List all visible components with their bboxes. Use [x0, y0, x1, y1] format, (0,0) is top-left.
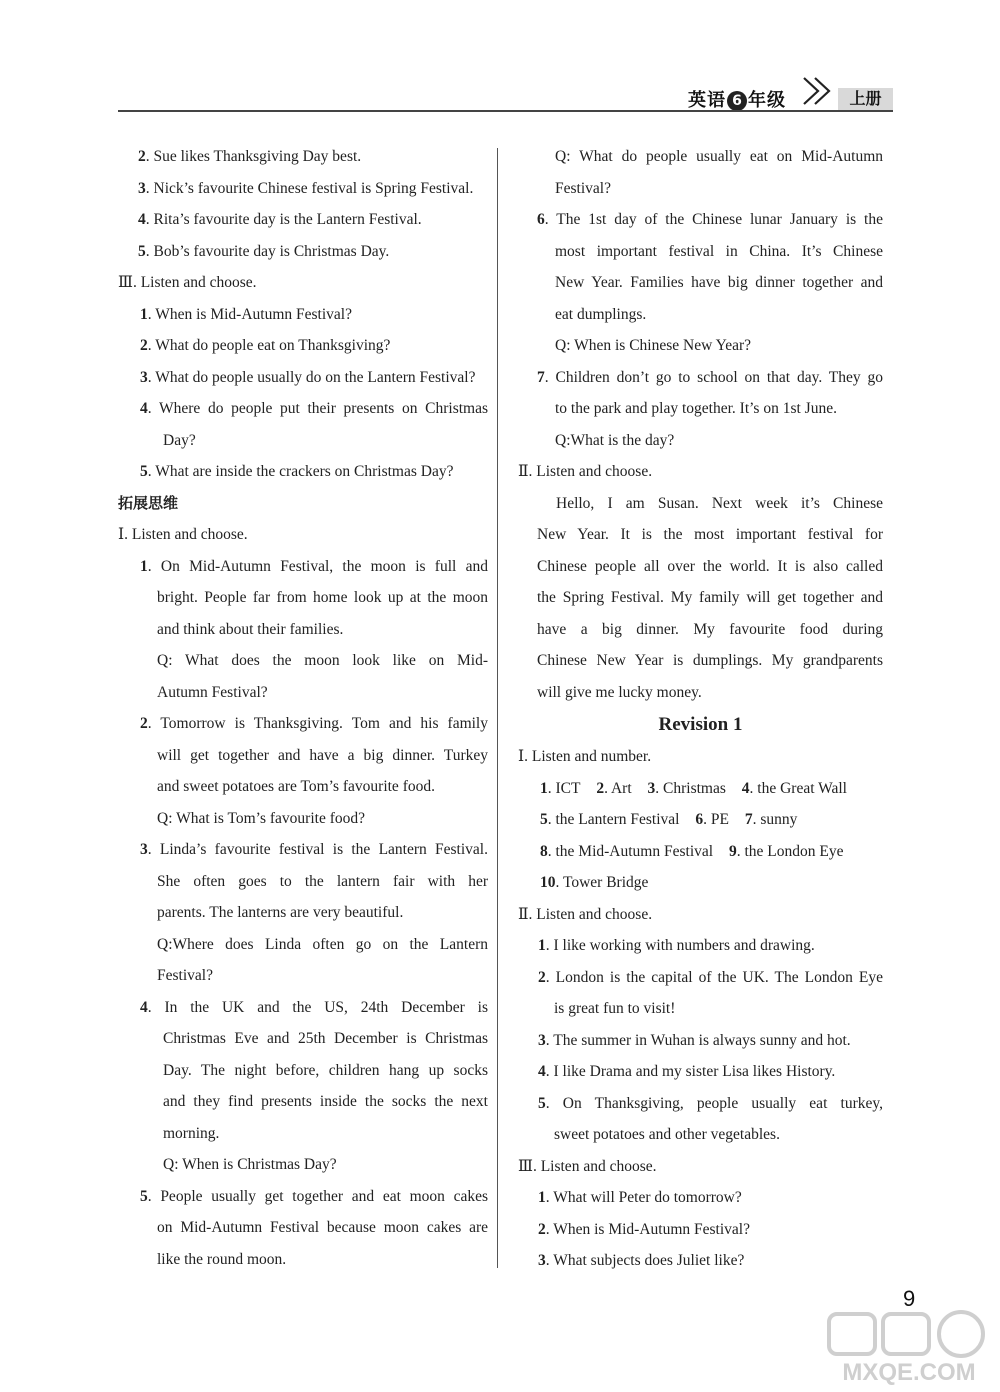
passage-line: She often goes to the lantern fair with her	[157, 872, 488, 890]
question-item: 3. What subjects does Juliet like?	[538, 1252, 745, 1269]
question-item: 5. What are inside the crackers on Christmas Day?	[140, 463, 454, 480]
right-column	[518, 141, 883, 1277]
section-title: Ⅲ. Listen and choose.	[518, 1157, 657, 1175]
question-line: Q: What does the moon look like on Mid-	[157, 652, 488, 669]
column-divider	[497, 148, 498, 1268]
passage-line: New Year. It is the most important festival for	[537, 526, 883, 543]
volume-label: 上册	[838, 88, 893, 110]
passage-line: New Year. Families have big dinner together and	[555, 274, 883, 291]
passage-line: and sweet potatoes are Tom’s favourite food.	[157, 778, 435, 795]
question-line: Q:What is the day?	[555, 431, 675, 449]
number-row: 5. the Lantern Festival 6. PE 7. sunny	[540, 811, 798, 828]
passage-line: 7. Children don’t go to school on that day. They go	[537, 368, 883, 386]
subject-label: 英语	[688, 90, 726, 111]
passage-line: to the park and play together. It’s on 1st June.	[555, 400, 837, 417]
list-item: 5. Bob’s favourite day is Christmas Day.	[138, 242, 390, 260]
double-chevron-icon	[800, 74, 836, 108]
question-item-cont: sweet potatoes and other vegetables.	[554, 1126, 780, 1143]
passage-line: 6. The 1st day of the Chinese lunar January is the	[537, 211, 883, 228]
watermark-text: MXQE.COM	[842, 1359, 976, 1386]
passage-line: 3. Linda’s favourite festival is the Lantern Festival.	[140, 841, 488, 858]
question-item: 5. On Thanksgiving, people usually eat turkey,	[538, 1094, 883, 1112]
question-line: Q: What is Tom’s favourite food?	[157, 809, 365, 827]
question-line: Q: When is Christmas Day?	[163, 1156, 337, 1173]
passage-line: Christmas Eve and 25th December is Christmas	[163, 1030, 488, 1047]
section-title: Ⅰ. Listen and number.	[518, 748, 652, 765]
grade-circle-badge: 6	[727, 91, 747, 111]
passage-line: Hello, I am Susan. Next week it’s Chinese	[556, 494, 883, 512]
passage-line: parents. The lanterns are very beautiful.	[157, 904, 404, 921]
question-item: 1. What will Peter do tomorrow?	[538, 1189, 742, 1206]
page-number: 9	[903, 1286, 916, 1311]
section-title: Ⅱ. Listen and choose.	[518, 905, 653, 923]
passage-line: and they find presents inside the socks the next	[163, 1093, 488, 1110]
number-row: 1. ICT 2. Art 3. Christmas 4. the Great Wall	[540, 779, 847, 797]
passage-line: will give me lucky money.	[537, 683, 702, 701]
list-item: 3. Nick’s favourite Chinese festival is Spring Festival.	[138, 179, 474, 197]
list-item: 2. Sue likes Thanksgiving Day best.	[138, 148, 362, 165]
passage-line: morning.	[163, 1124, 220, 1142]
watermark-logo	[825, 1306, 995, 1386]
extension-heading: 拓展思维	[118, 493, 179, 512]
question-line: Q:Where does Linda often go on the Lantern	[157, 935, 488, 953]
passage-line: bright. People far from home look up at the moon	[157, 589, 488, 606]
question-item-cont: Day?	[163, 431, 196, 449]
question-item: 3. The summer in Wuhan is always sunny and hot.	[538, 1031, 851, 1049]
passage-line: Chinese New Year is dumplings. My grandparents	[537, 652, 883, 669]
list-item: 4. Rita’s favourite day is the Lantern Festival.	[138, 211, 422, 228]
passage-line: eat dumplings.	[555, 305, 647, 323]
question-item: 4. I like Drama and my sister Lisa likes History.	[538, 1063, 836, 1080]
question-item: 3. What do people usually do on the Lantern Festival?	[140, 368, 476, 386]
passage-line: will get together and have a big dinner. Turkey	[157, 746, 488, 764]
left-column	[118, 141, 488, 1275]
revision-title: Revision 1	[658, 714, 743, 735]
question-item-cont: is great fun to visit!	[554, 1000, 676, 1017]
passage-line: 1. On Mid-Autumn Festival, the moon is full and	[140, 557, 488, 575]
section-title: Ⅱ. Listen and choose.	[518, 463, 653, 480]
header-subject-grade	[688, 86, 786, 112]
question-item: 1. I like working with numbers and drawing.	[538, 937, 815, 954]
passage-line: most important festival in China. It’s Chinese	[555, 242, 883, 260]
question-item: 2. London is the capital of the UK. The London Eye	[538, 968, 883, 986]
number-row: 10. Tower Bridge	[540, 874, 649, 891]
question-line: Festival?	[555, 179, 611, 197]
passage-line: Day. The night before, children hang up socks	[163, 1061, 488, 1079]
header-divider	[118, 110, 893, 112]
question-line: Autumn Festival?	[157, 683, 268, 701]
question-item: 1. When is Mid-Autumn Festival?	[140, 305, 352, 323]
question-item: 2. When is Mid-Autumn Festival?	[538, 1220, 750, 1238]
question-item: 2. What do people eat on Thanksgiving?	[140, 337, 391, 354]
passage-line: and think about their families.	[157, 620, 344, 638]
question-line: Festival?	[157, 967, 213, 984]
question-item: 4. Where do people put their presents on Christmas	[140, 400, 488, 417]
passage-line: on Mid-Autumn Festival because moon cakes are	[157, 1219, 488, 1236]
question-line: Q: What do people usually eat on Mid-Autumn	[555, 148, 883, 165]
grade-label: 年级	[748, 90, 786, 111]
passage-line: 5. People usually get together and eat moon cakes	[140, 1187, 488, 1205]
section-title: Ⅲ. Listen and choose.	[118, 274, 257, 291]
passage-line: the Spring Festival. My family will get together and	[537, 589, 883, 606]
passage-line: like the round moon.	[157, 1250, 287, 1268]
passage-line: have a big dinner. My favourite food during	[537, 620, 883, 638]
number-row: 8. the Mid-Autumn Festival 9. the London Eye	[540, 842, 844, 860]
question-line: Q: When is Chinese New Year?	[555, 337, 752, 354]
passage-line: Chinese people all over the world. It is also called	[537, 557, 883, 575]
passage-line: 4. In the UK and the US, 24th December is	[140, 998, 488, 1016]
passage-line: 2. Tomorrow is Thanksgiving. Tom and his family	[140, 715, 488, 732]
section-title: Ⅰ. Listen and choose.	[118, 526, 248, 543]
